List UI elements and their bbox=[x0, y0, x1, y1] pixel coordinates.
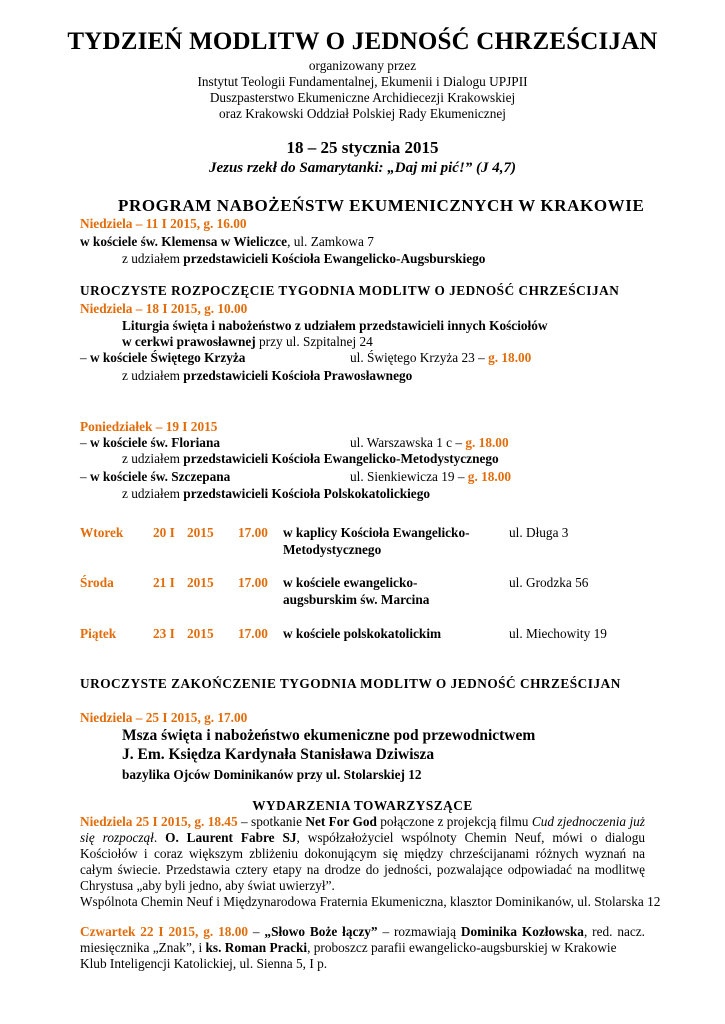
event-2-text: , proboszcz parafii ewangelicko-augsburskiej w Krakowie bbox=[307, 940, 617, 955]
event-2-text: , red. nacz. miesięcznika „Znak”, i bbox=[80, 924, 645, 955]
mon19-c1-time: g. 18.00 bbox=[465, 435, 509, 450]
closing-heading: UROCZYSTE ZAKOŃCZENIE TYGODNIA MODLITW O JEDNOŚĆ CHRZEŚCIJAN bbox=[80, 676, 621, 691]
mon19-c1-addr: ul. Warszawska 1 c – bbox=[350, 435, 466, 450]
sun11-addr: , ul. Zamkowa 7 bbox=[287, 234, 374, 249]
week-date: 20 I bbox=[153, 525, 175, 540]
organized-by: organizowany przez bbox=[308, 58, 417, 73]
week-year: 2015 bbox=[187, 525, 214, 540]
sun11-date: Niedziela – 11 I 2015, g. 16.00 bbox=[80, 216, 247, 231]
opening-line1: Liturgia święta i nabożeństwo z udziałem przedstawicieli innych Kościołów bbox=[122, 318, 548, 333]
closing-line1: Msza święta i nabożeństwo ekumeniczne pod przewodnictwem bbox=[122, 727, 536, 744]
week-place-1: w kościele ewangelicko- bbox=[283, 575, 418, 590]
event-2 bbox=[80, 924, 645, 956]
week-day: Wtorek bbox=[80, 525, 124, 540]
page-title: TYDZIEŃ MODLITW O JEDNOŚĆ CHRZEŚCIJAN bbox=[67, 28, 658, 55]
sun11-place: w kościele św. Klemensa w Wieliczce bbox=[80, 234, 288, 249]
opening-with-bold: przedstawicieli Kościoła Prawosławnego bbox=[183, 368, 413, 383]
opening-dash: – bbox=[80, 350, 90, 365]
sun11-with bbox=[122, 251, 485, 267]
event-1-name: Net For God bbox=[305, 814, 377, 829]
mon19-c2-name: w kościele św. Szczepana bbox=[89, 469, 231, 484]
event-1-film-title: Cud zjednoczenia już się rozpoczął bbox=[80, 814, 645, 845]
event-2-venue: Klub Inteligencji Katolickiej, ul. Sienna 5, I p. bbox=[80, 956, 328, 971]
week-day: Piątek bbox=[80, 626, 117, 641]
mon19-c1-with-bold: przedstawicieli Kościoła Ewangelicko-Metodystycznego bbox=[183, 451, 499, 466]
scripture-quote: Jezus rzekł do Samarytanki: „Daj mi pić!” (J 4,7) bbox=[208, 160, 517, 176]
event-1-text: połączone z projekcją filmu bbox=[376, 814, 532, 829]
opening-heading: UROCZYSTE ROZPOCZĘCIE TYGODNIA MODLITW O JEDNOŚĆ CHRZEŚCIJAN bbox=[80, 283, 620, 298]
opening-line2-bold: w cerkwi prawosławnej bbox=[122, 334, 256, 349]
mon19-c1-with bbox=[122, 451, 499, 467]
event-1-text: . bbox=[153, 830, 166, 845]
event-2-date: Czwartek 22 I 2015, g. 18.00 bbox=[80, 924, 249, 939]
opening-with-pre: z udziałem bbox=[122, 368, 184, 383]
organizer-3: oraz Krakowski Oddział Polskiej Rady Ekumenicznej bbox=[219, 106, 506, 121]
mon19-c2-addr-line bbox=[350, 469, 511, 485]
mon19-c2-with-bold: przedstawicieli Kościoła Polskokatolickiego bbox=[183, 486, 431, 501]
opening-church-addr: ul. Świętego Krzyża 23 – bbox=[350, 350, 489, 365]
mon19-c1-with-pre: z udziałem bbox=[122, 451, 184, 466]
mon19-c2-with-pre: z udziałem bbox=[122, 486, 184, 501]
event-2-speaker-2: ks. Roman Pracki bbox=[205, 940, 308, 955]
sun11-with-pre: z udziałem bbox=[122, 251, 184, 266]
organizer-2: Duszpasterstwo Ekumeniczne Archidiecezji Krakowskiej bbox=[209, 90, 516, 105]
event-1-speaker: O. Laurent Fabre SJ bbox=[165, 830, 297, 845]
event-1-text: , współzałożyciel wspólnoty Chemin Neuf, mówi o dialogu Kościołów i coraz większym zbliżeniu dokonującym się między chrześcijanami różnych wyznań na całym świecie. Przedstawia cztery etapy na drodze do jedności, pozwalające odpowiadać na modlitwę Chrystusa „aby byli jedno, aby świat uwierzył”. bbox=[80, 830, 645, 893]
event-2-text: – rozmawiają bbox=[377, 924, 461, 939]
program-heading: PROGRAM NABOŻEŃSTW EKUMENICZNYCH W KRAKOWIE bbox=[118, 196, 645, 215]
mon19-c1-name: w kościele św. Floriana bbox=[89, 435, 220, 450]
closing-line2: J. Em. Księdza Kardynała Stanisława Dziwisza bbox=[122, 746, 435, 763]
opening-line2 bbox=[122, 334, 373, 350]
opening-with bbox=[122, 368, 412, 384]
mon19-c2-with bbox=[122, 486, 430, 502]
closing-date: Niedziela – 25 I 2015, g. 17.00 bbox=[80, 710, 248, 725]
week-place-1: w kaplicy Kościoła Ewangelicko- bbox=[283, 525, 470, 540]
mon19-c1 bbox=[80, 435, 220, 451]
event-1-venue: Wspólnota Chemin Neuf i Międzynarodowa Fraternia Ekumeniczna, klasztor Dominikanów, ul. Stolarska 12 bbox=[80, 894, 661, 909]
closing-line3: bazylika Ojców Dominikanów przy ul. Stolarskiej 12 bbox=[122, 767, 422, 782]
week-date: 23 I bbox=[153, 626, 175, 641]
event-2-text: – bbox=[248, 924, 265, 939]
event-dates: 18 – 25 stycznia 2015 bbox=[286, 138, 439, 157]
sun11-with-bold: przedstawicieli Kościoła Ewangelicko-Augsburskiego bbox=[183, 251, 486, 266]
week-place-2: Metodystycznego bbox=[283, 542, 382, 557]
week-year: 2015 bbox=[187, 575, 214, 590]
mon19-c2 bbox=[80, 469, 230, 485]
week-place-2: augsburskim św. Marcina bbox=[283, 592, 430, 607]
week-time: 17.00 bbox=[238, 626, 268, 641]
opening-line2-rest: przy ul. Szpitalnej 24 bbox=[255, 334, 373, 349]
week-addr: ul. Miechowity 19 bbox=[509, 626, 607, 641]
events-heading: WYDARZENIA TOWARZYSZĄCE bbox=[252, 798, 473, 813]
week-addr: ul. Długa 3 bbox=[509, 525, 569, 540]
week-time: 17.00 bbox=[238, 525, 268, 540]
week-place-1: w kościele polskokatolickim bbox=[283, 626, 442, 641]
event-1-date: Niedziela 25 I 2015, g. 18.45 bbox=[80, 814, 238, 829]
week-addr: ul. Grodzka 56 bbox=[509, 575, 589, 590]
organizer-1: Instytut Teologii Fundamentalnej, Ekumenii i Dialogu UPJPII bbox=[197, 74, 528, 89]
week-year: 2015 bbox=[187, 626, 214, 641]
opening-date: Niedziela – 18 I 2015, g. 10.00 bbox=[80, 301, 248, 316]
week-day: Środa bbox=[80, 575, 114, 590]
mon19-c2-time: g. 18.00 bbox=[467, 469, 512, 484]
event-1 bbox=[80, 814, 645, 894]
week-time: 17.00 bbox=[238, 575, 268, 590]
mon19-c2-addr: ul. Sienkiewicza 19 – bbox=[350, 469, 468, 484]
mon19-c1-addr-line bbox=[350, 435, 509, 451]
opening-church-name: w kościele Świętego Krzyża bbox=[89, 350, 246, 365]
mon19-date: Poniedziałek – 19 I 2015 bbox=[80, 419, 218, 434]
opening-church-time: g. 18.00 bbox=[488, 350, 532, 365]
mon19-c1-dash: – bbox=[80, 435, 90, 450]
sun11-place-line bbox=[80, 234, 374, 250]
mon19-c2-dash: – bbox=[80, 469, 90, 484]
opening-church-addr-line bbox=[350, 350, 531, 366]
week-date: 21 I bbox=[153, 575, 175, 590]
event-1-text: – spotkanie bbox=[237, 814, 306, 829]
opening-church bbox=[80, 350, 245, 366]
event-2-title: „Słowo Boże łączy” bbox=[264, 924, 378, 939]
event-2-speaker-1: Dominika Kozłowska bbox=[460, 924, 584, 939]
